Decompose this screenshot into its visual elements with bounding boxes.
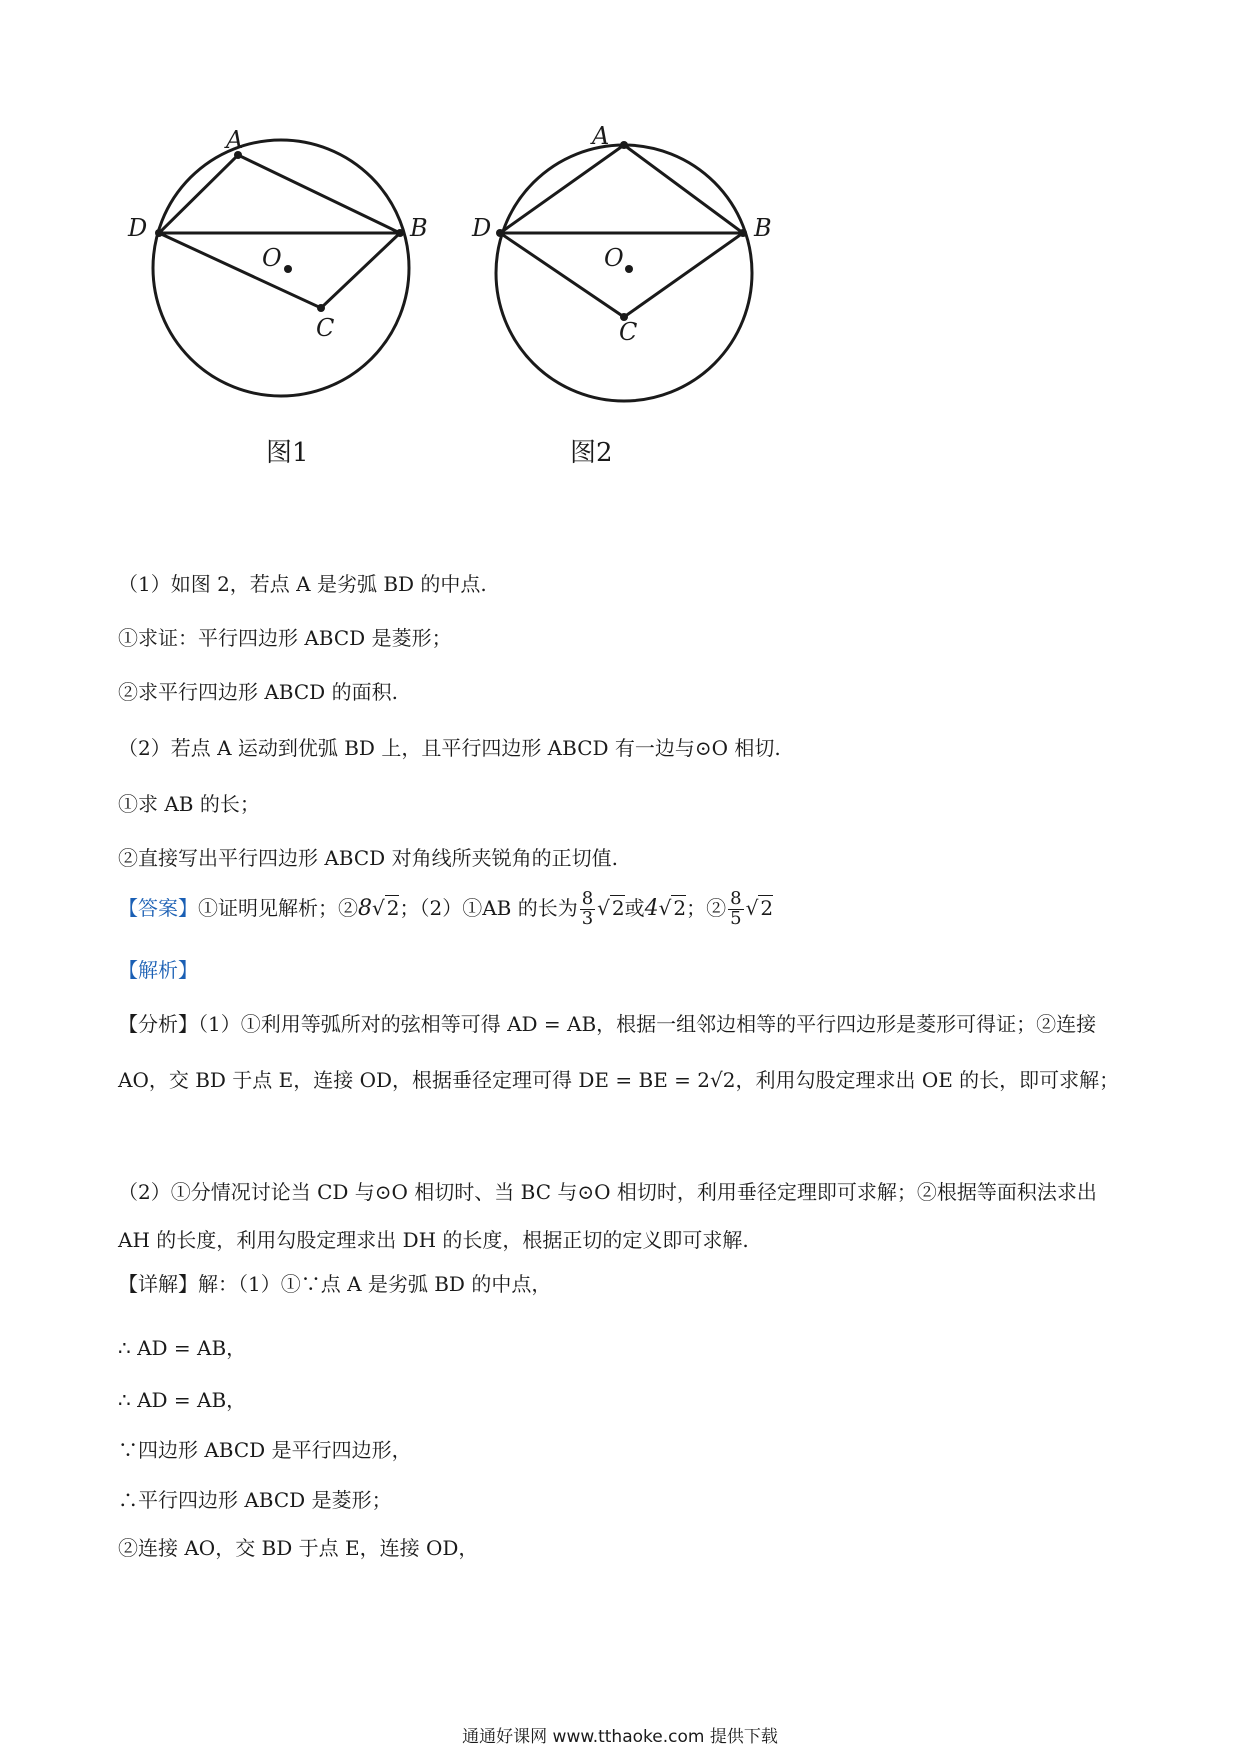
answer-text-3: 或 — [624, 895, 645, 920]
analysis-paragraph-2 — [118, 1168, 1128, 1264]
detail-line-2: ∴ AD = AB， — [118, 1336, 247, 1360]
point-d-fig2 — [496, 229, 504, 237]
fraction-1-denominator: 3 — [581, 907, 594, 929]
caption-figure-2: 图2 — [570, 438, 613, 468]
radicand-4: 2 — [760, 895, 774, 920]
answer-text-2: ；（2）①AB 的长为 — [399, 895, 578, 920]
caption-figure-1: 图1 — [266, 438, 309, 468]
answer-text-1: ①证明见解析；② — [198, 895, 358, 920]
point-b-fig1 — [396, 229, 404, 237]
center-o-fig1 — [284, 265, 292, 273]
label-a-fig1: A — [226, 126, 244, 154]
label-b-fig1: B — [410, 214, 428, 242]
label-a-fig2: A — [592, 122, 610, 150]
radicand-1: 2 — [386, 895, 400, 920]
label-c-fig2: C — [619, 318, 638, 346]
answer-value-1: 8 — [358, 895, 372, 921]
answer-text-4: ；② — [686, 895, 727, 920]
label-o-fig1: O — [262, 244, 282, 272]
fraction-2 — [728, 890, 743, 929]
page-footer: 通通好课网 www.tthaoke.com 提供下载 — [462, 1727, 778, 1747]
rhombus-fig2 — [500, 145, 743, 317]
point-c-fig1 — [317, 304, 325, 312]
analysis-paragraph-2-text: （2）①分情况讨论当 CD 与⊙O 相切时、当 BC 与⊙O 相切时，利用垂径定理即可求解；②根据等面积法求出 AH 的长度，利用勾股定理求出 DH 的长度，根据正切的定义即可求解. — [118, 1180, 1097, 1252]
problem-part2-q1: ①求 AB 的长； — [118, 792, 260, 816]
label-o-fig2: O — [604, 244, 624, 272]
geometry-figures — [0, 0, 1240, 480]
circle-o-fig2 — [496, 145, 752, 401]
detail-line-6: ②连接 AO，交 BD 于点 E，连接 OD， — [118, 1536, 479, 1560]
fraction-2-numerator: 8 — [730, 888, 742, 909]
problem-part1-q2: ②求平行四边形 ABCD 的面积. — [118, 680, 398, 704]
answer-line — [118, 890, 773, 929]
label-c-fig1: C — [316, 314, 335, 342]
detail-line-4: ∵四边形 ABCD 是平行四边形， — [118, 1438, 412, 1462]
analysis-paragraph-1: 【分析】（1）①利用等弧所对的弦相等可得 AD = AB，根据一组邻边相等的平行四边形是菱形可得证；②连接 AO，交 BD 于点 E，连接 OD，根据垂径定理可得 DE = BE = 2√2，利用勾股定理求出 OE 的长，即可求解； — [118, 1012, 1120, 1092]
answer-tag: 【答案】 — [118, 895, 198, 920]
point-d-fig1 — [155, 229, 163, 237]
detail-line-5: ∴平行四边形 ABCD 是菱形； — [118, 1488, 392, 1512]
answer-value-2: 4 — [644, 895, 659, 921]
center-o-fig2 — [625, 265, 633, 273]
detail-line-3: ∴ AD = AB， — [118, 1388, 247, 1412]
problem-part1-intro: （1）如图 2，若点 A 是劣弧 BD 的中点. — [118, 572, 487, 596]
figure-2 — [496, 145, 752, 401]
analysis-tag: 【解析】 — [118, 958, 198, 982]
sqrt-4: √ 2 — [745, 895, 774, 920]
problem-part1-q1: ①求证：平行四边形 ABCD 是菱形； — [118, 626, 452, 650]
radicand-3: 2 — [673, 895, 687, 920]
label-d-fig2: D — [472, 214, 492, 242]
fraction-1-numerator: 8 — [581, 888, 594, 909]
label-b-fig2: B — [754, 214, 772, 242]
problem-part2-q2: ②直接写出平行四边形 ABCD 对角线所夹锐角的正切值. — [118, 846, 618, 870]
point-b-fig2 — [739, 229, 747, 237]
detail-line-1: 【详解】解：（1）①∵点 A 是劣弧 BD 的中点， — [118, 1272, 552, 1296]
fraction-1 — [580, 890, 595, 929]
fraction-2-denominator: 5 — [730, 907, 742, 929]
sqrt-1: √ 2 — [372, 895, 400, 920]
problem-part2-intro: （2）若点 A 运动到优弧 BD 上，且平行四边形 ABCD 有一边与⊙O 相切. — [118, 736, 781, 760]
sqrt-3: √ 2 — [658, 895, 687, 920]
radicand-2: 2 — [611, 895, 625, 920]
sqrt-2: √ 2 — [597, 895, 625, 920]
point-a-fig2 — [620, 141, 628, 149]
label-d-fig1: D — [128, 214, 148, 242]
